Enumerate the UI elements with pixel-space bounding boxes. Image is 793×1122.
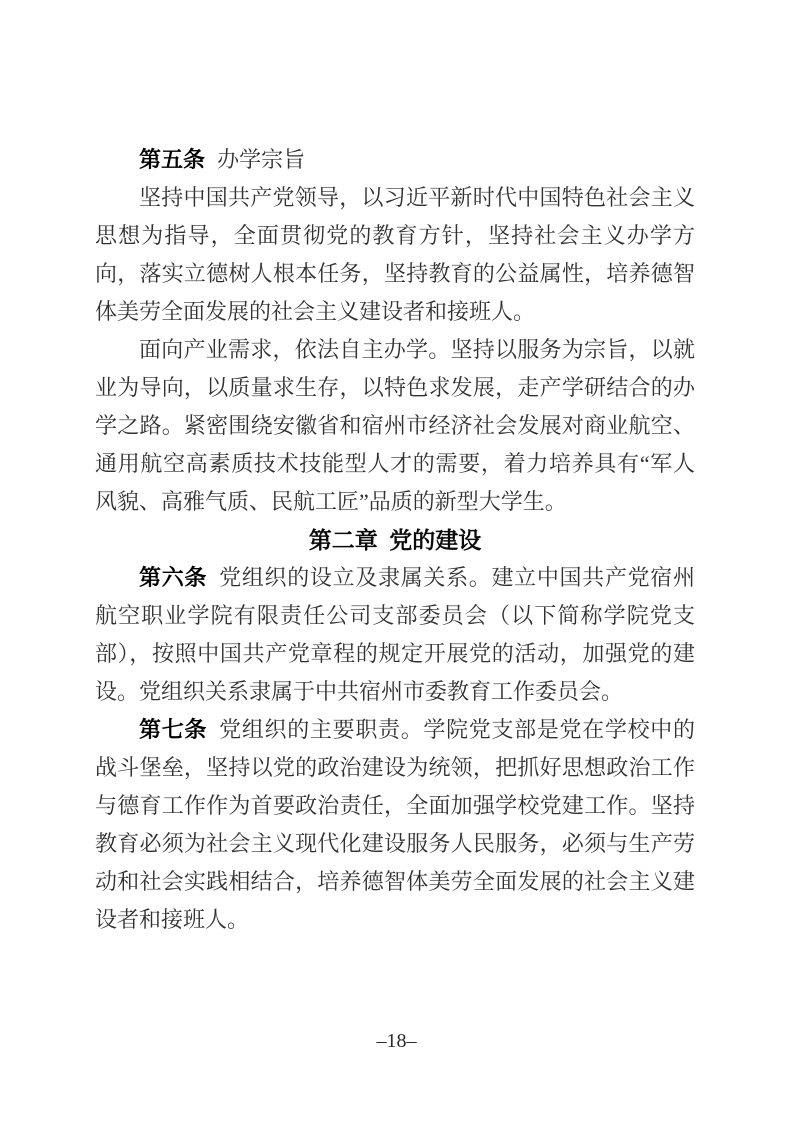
article-5-heading xyxy=(95,141,695,179)
article-6-label: 第六条 xyxy=(139,565,208,590)
chapter-2-heading xyxy=(95,521,695,559)
chapter-2-title: 党的建设 xyxy=(389,527,482,553)
document-content xyxy=(95,141,695,939)
article-7-label: 第七条 xyxy=(139,717,208,742)
article-5-label: 第五条 xyxy=(139,147,206,172)
article-5-paragraph-1: 坚持中国共产党领导，以习近平新时代中国特色社会主义思想为指导，全面贯彻党的教育方针，坚持社会主义办学方向，落实立德树人根本任务，坚持教育的公益属性，培养德智体美劳全面发展的社会主义建设者和接班人。 xyxy=(95,185,695,324)
page-number: –18– xyxy=(376,1030,417,1052)
article-7-paragraph xyxy=(95,711,695,939)
article-7-text: 党组织的主要职责。学院党支部是党在学校中的战斗堡垒，坚持以党的政治建设为统领，把抓好思想政治工作与德育工作作为首要政治责任，全面加强学校党建工作。坚持教育必须为社会主义现代化建设服务人民服务，必须与生产劳动和社会实践相结合，培养德智体美劳全面发展的社会主义建设者和接班人。 xyxy=(95,717,695,932)
article-6-text: 党组织的设立及隶属关系。建立中国共产党宿州航空职业学院有限责任公司支部委员会（以下简称学院党支部），按照中国共产党章程的规定开展党的活动，加强党的建设。党组织关系隶属于中共宿州市委教育工作委员会。 xyxy=(95,565,695,704)
article-5-title: 办学宗旨 xyxy=(217,147,306,172)
article-5-paragraph-2: 面向产业需求，依法自主办学。坚持以服务为宗旨，以就业为导向，以质量求生存，以特色求发展，走产学研结合的办学之路。紧密围绕安徽省和宿州市经济社会发展对商业航空、通用航空高素质技术技能型人才的需要，着力培养具有“军人风貌、高雅气质、民航工匠”品质的新型大学生。 xyxy=(95,337,695,514)
article-6-paragraph xyxy=(95,559,695,711)
chapter-2-number: 第二章 xyxy=(308,527,378,553)
